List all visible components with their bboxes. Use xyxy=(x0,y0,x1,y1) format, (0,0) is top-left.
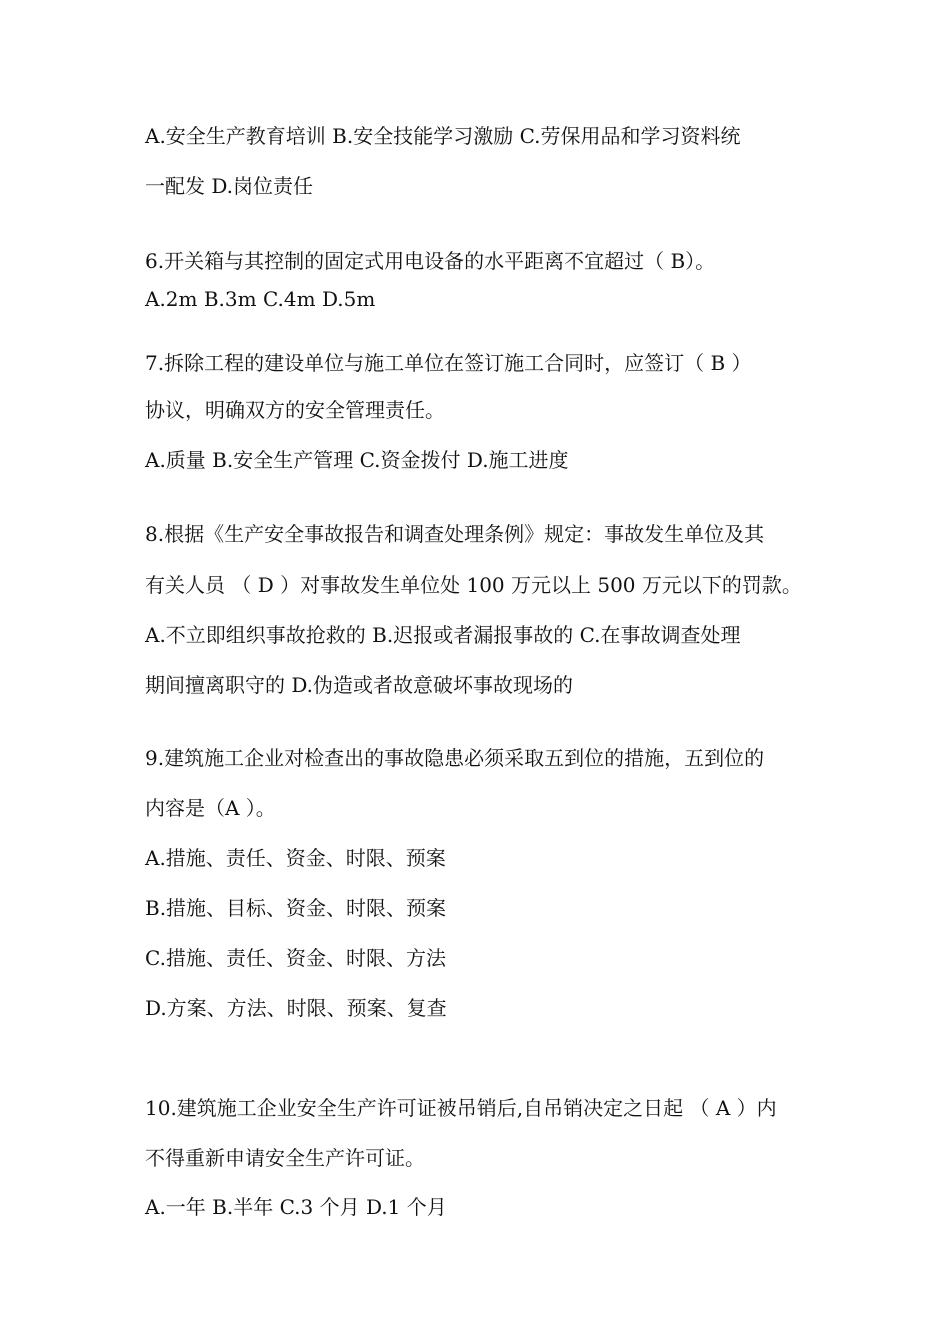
question-text: 10.建筑施工企业安全生产许可证被吊销后,自吊销决定之日起 （ A ）内 xyxy=(145,1096,777,1120)
question-text: 7.拆除工程的建设单位与施工单位在签订施工合同时，应签订（ B ） xyxy=(145,351,752,375)
answer-options: A.一年 B.半年 C.3 个月 D.1 个月 xyxy=(145,1195,447,1219)
question-text: 不得重新申请安全生产许可证。 xyxy=(145,1146,425,1170)
question-text: 有关人员 （ D ）对事故发生单位处 100 万元以上 500 万元以下的罚款。 xyxy=(145,573,802,597)
answer-options: A.质量 B.安全生产管理 C.资金拨付 D.施工进度 xyxy=(145,448,569,472)
answer-options: A.不立即组织事故抢救的 B.迟报或者漏报事故的 C.在事故调查处理 xyxy=(145,623,741,647)
question-text: 协议，明确双方的安全管理责任。 xyxy=(145,398,445,422)
answer-option-d: D.方案、方法、时限、预案、复查 xyxy=(145,996,447,1020)
question-text: 9.建筑施工企业对检查出的事故隐患必须采取五到位的措施，五到位的 xyxy=(145,746,765,770)
answer-option-a: A.措施、责任、资金、时限、预案 xyxy=(145,846,446,870)
question-text: 内容是（A ）。 xyxy=(145,796,276,820)
text-line: A.安全生产教育培训 B.安全技能学习激励 C.劳保用品和学习资料统 xyxy=(145,124,741,148)
text-line: 一配发 D.岗位责任 xyxy=(145,174,314,198)
question-text: 6.开关箱与其控制的固定式用电设备的水平距离不宜超过（ B）。 xyxy=(145,249,716,273)
answer-option-c: C.措施、责任、资金、时限、方法 xyxy=(145,946,446,970)
question-text: 8.根据《生产安全事故报告和调查处理条例》规定：事故发生单位及其 xyxy=(145,522,765,546)
answer-options: 期间擅离职守的 D.伪造或者故意破坏事故现场的 xyxy=(145,673,574,697)
answer-option-b: B.措施、目标、资金、时限、预案 xyxy=(145,896,447,920)
answer-options: A.2m B.3m C.4m D.5m xyxy=(145,287,376,311)
